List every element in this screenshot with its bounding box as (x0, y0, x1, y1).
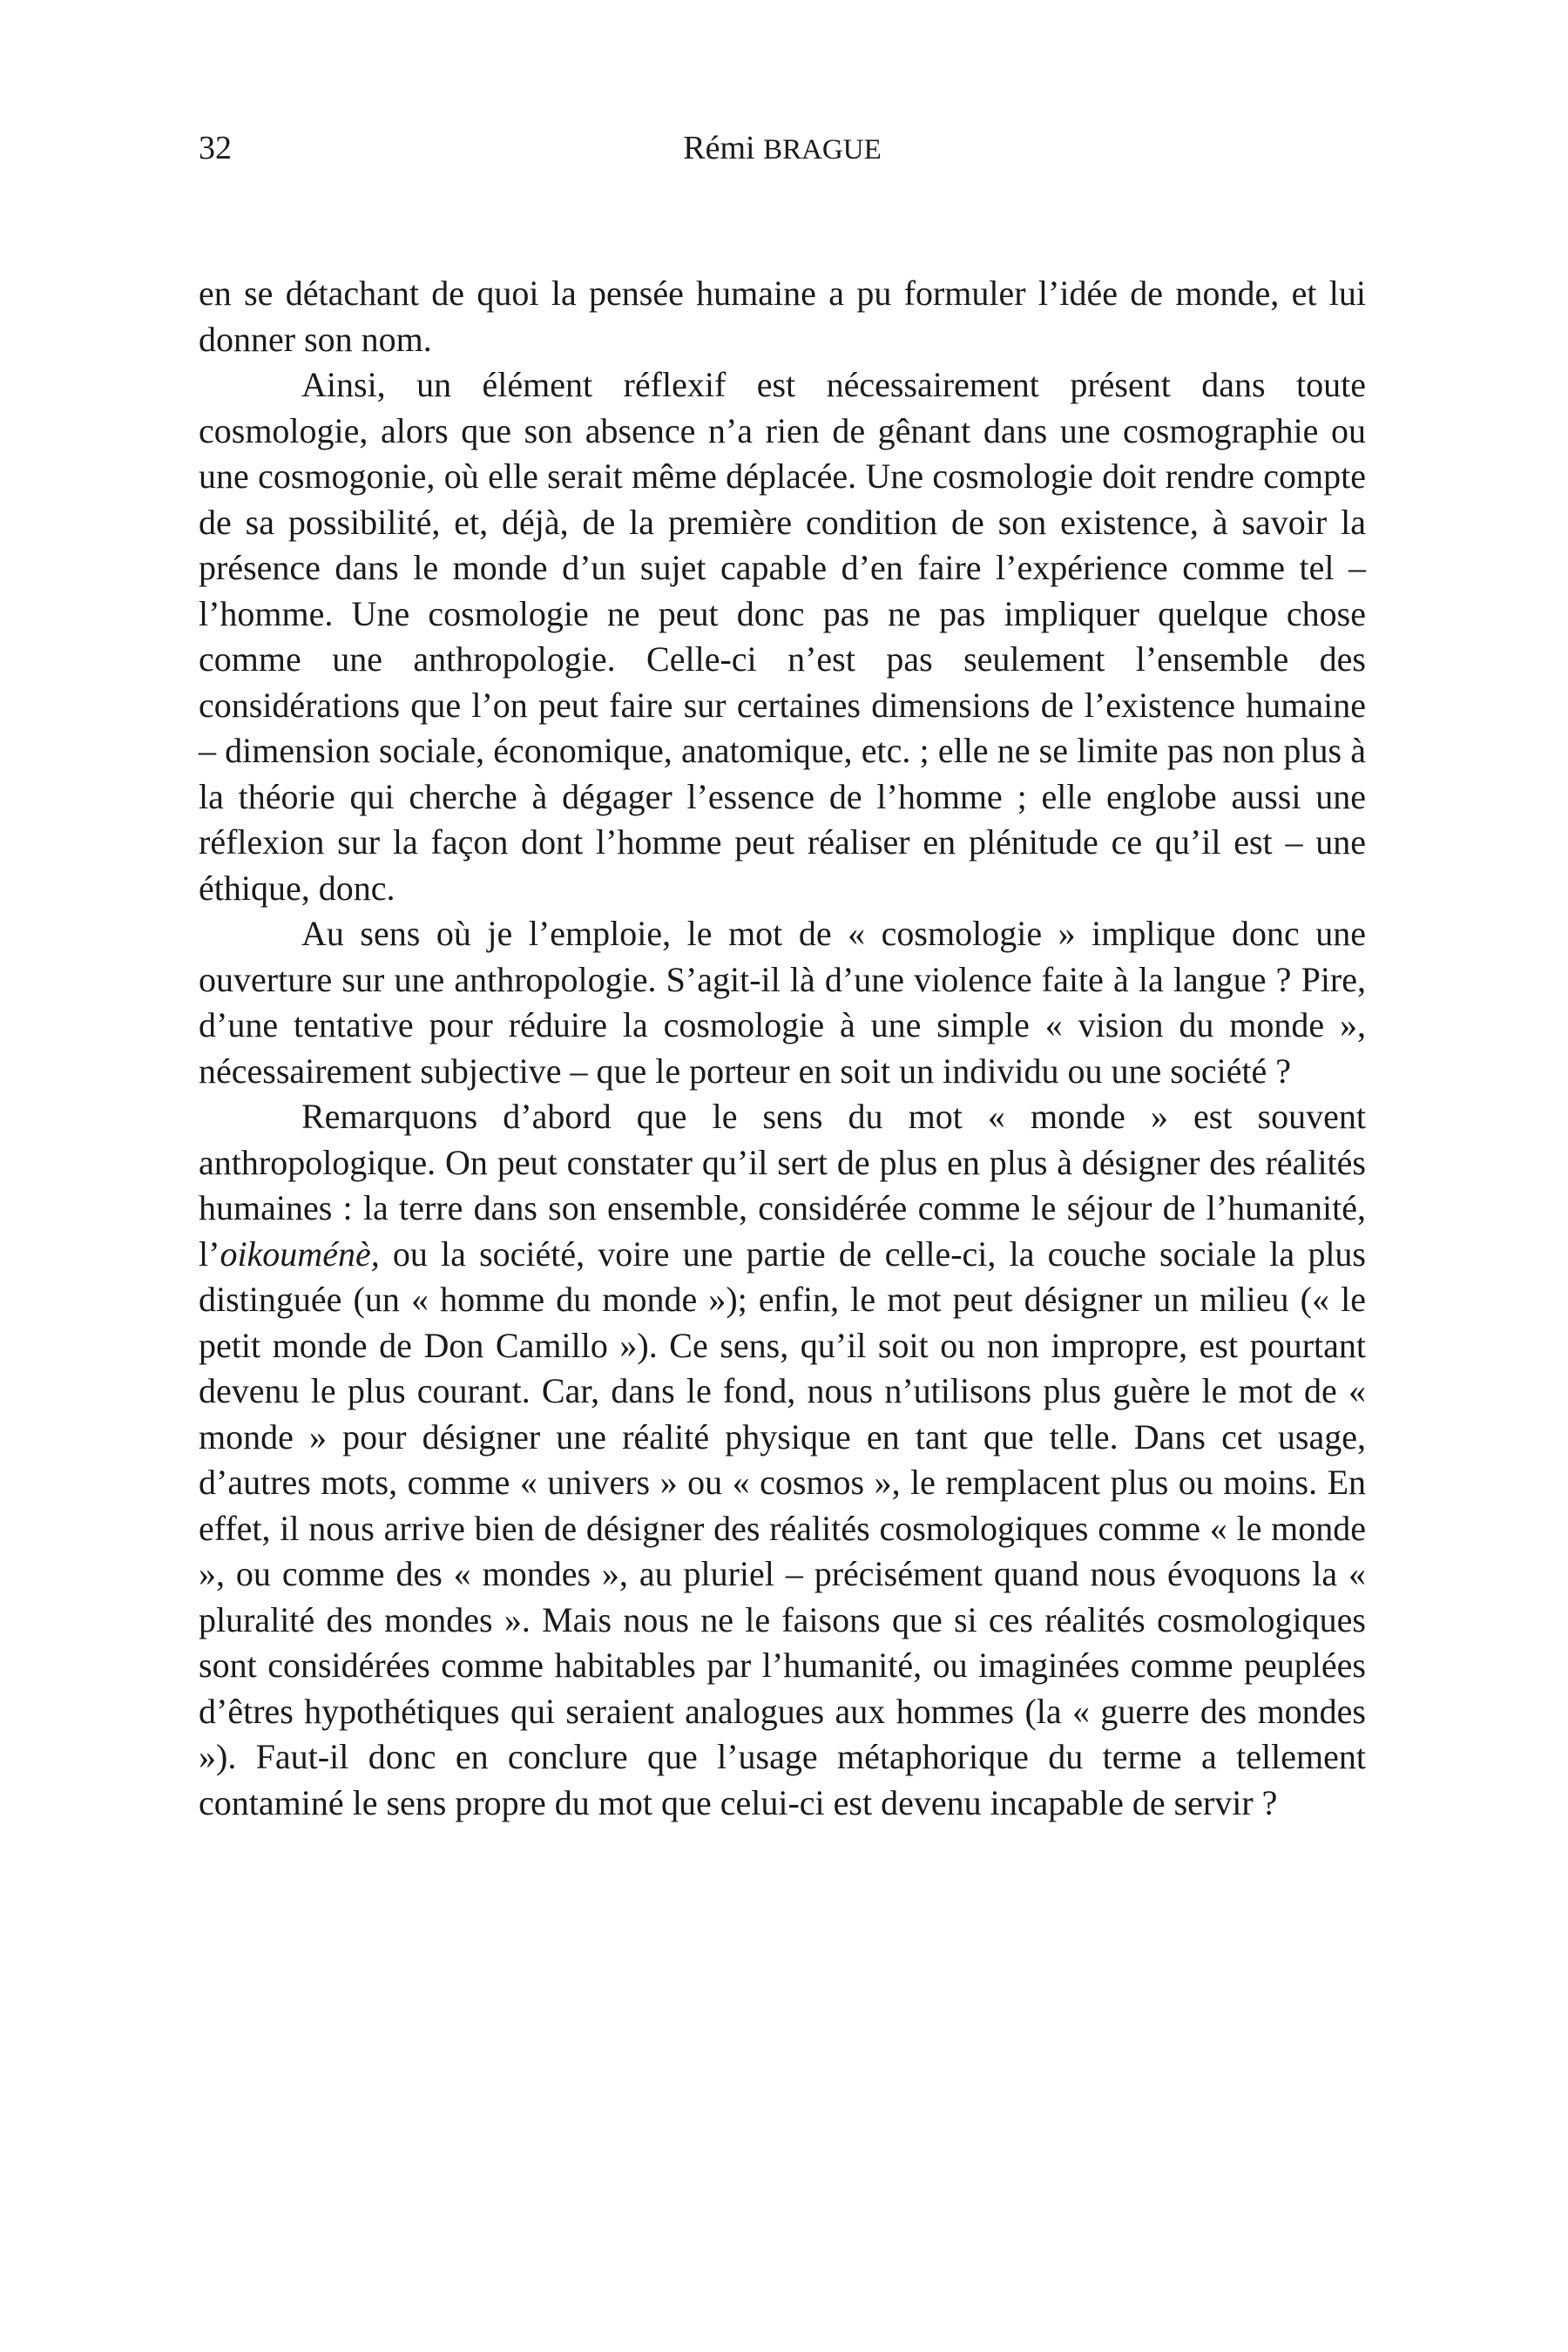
author-first-name: Rémi (683, 130, 755, 166)
italic-term: oikouménè, (220, 1233, 380, 1274)
paragraph-1: en se détachant de quoi la pensée humaine a pu formuler l’idée de monde, et lui donner son nom. (199, 274, 1366, 359)
author-last-name: BRAGUE (763, 134, 882, 166)
body-text (199, 271, 1366, 1826)
paragraph-4-part-2: ou la société, voire une partie de celle-ci, la couche sociale la plus distinguée (un « homme du monde »); enfin, le mot peut désigner un milieu (« le petit monde de Don Camillo »). Ce sens, qu’il soit ou non impropre, est pourtant devenu le plus courant. Car, dans le fond, nous n’utilisons plus guère le mot de « monde » pour désigner une réalité physique en tant que telle. Dans cet usage, d’autres mots, comme « univers » ou « cosmos », le remplacent plus ou moins. En effet, il nous arrive bien de désigner des réalités cosmologiques comme « le monde », ou comme des « mondes », au pluriel – précisément quand nous évoquons la « pluralité des mondes ». Mais nous ne le faisons que si ces réalités cosmologiques sont considérées comme habitables par l’humanité, ou imaginées comme peuplées d’êtres hypothétiques qui seraient analogues aux hommes (la « guerre des mondes »). Faut-il donc en conclure que l’usage métaphorique du terme a tellement contaminé le sens propre du mot que celui-ci est devenu incapable de servir ? (199, 1233, 1366, 1822)
page-number: 32 (199, 130, 232, 166)
paragraph-3: Au sens où je l’emploie, le mot de « cosmologie » implique donc une ouverture sur une anthropologie. S’agit-il là d’une violence faite à la langue ? Pire, d’une tentative pour réduire la cosmologie à une simple « vision du monde », nécessairement subjective – que le porteur en soit un individu ou une société ? (199, 914, 1366, 1091)
running-head (199, 126, 1366, 170)
paragraph-4-part-1: Remarquons d’abord que le sens du mot « monde » est souvent anthropologique. On peut constater qu’il sert de plus en plus à désigner des réalités humaines : la terre dans son ensemble, considérée comme le séjour de l’humanité, l’ (199, 1097, 1366, 1274)
paragraph-2: Ainsi, un élément réflexif est nécessairement présent dans toute cosmologie, alors que son absence n’a rien de gênant dans une cosmographie ou une cosmogonie, où elle serait même déplacée. Une cosmologie doit rendre compte de sa possibilité, et, déjà, de la première condition de son existence, à savoir la présence dans le monde d’un sujet capable d’en faire l’expérience comme tel – l’homme. Une cosmologie ne peut donc pas ne pas impliquer quelque chose comme une anthropologie. Celle-ci n’est pas seulement l’ensemble des considérations que l’on peut faire sur certaines dimensions de l’existence humaine – dimension sociale, économique, anatomique, etc. ; elle ne se limite pas non plus à la théorie qui cherche à dégager l’essence de l’homme ; elle englobe aussi une réflexion sur la façon dont l’homme peut réaliser en plénitude ce qu’il est – une éthique, donc. (199, 365, 1366, 908)
paragraph-4 (199, 1094, 1366, 1826)
running-title (199, 126, 1366, 172)
